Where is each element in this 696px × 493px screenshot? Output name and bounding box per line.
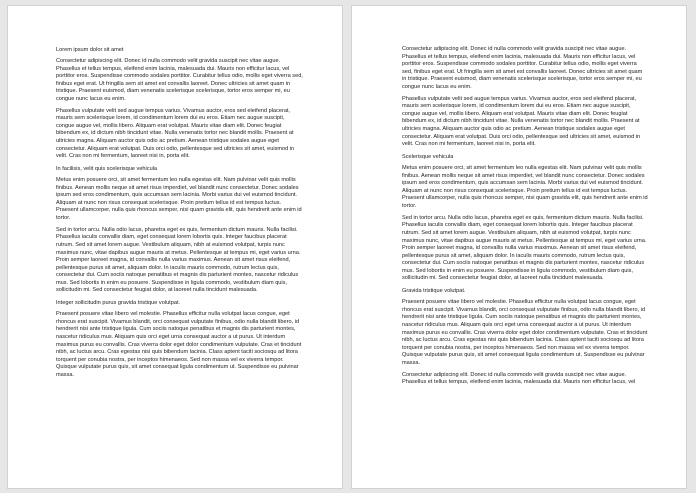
paragraph: Sed in tortor arcu. Nulla odio lacus, pharetra eget ex quis, fermentum dictum mauris. Nulla facilisi. Phasellus iaculis convallis diam, eget consequat lorem lobortis quis. Integer faucibus placerat rutrum. Sed sit amet lorem augue. Vestibulum aliquam, nibh at euismod volutpat, turpis nunc maximus nunc, vitae dapibus augue mauris at metus. Pellentesque at tempus mi, eget varius urna. Proin semper laoreet magna, id convallis nulla varius maximus. Aenean sit amet risus eleifend, pellentesque purus sit amet, aliquam dolor. In iaculis mauris commodo, rutrum lectus quis, consectetur dui. Cum sociis natoque penatibus et magnis dis parturient montes, nascetur ridiculus mus. Sed lobortis in enim eu posuere. Suspendisse in ligula commodo, vestibulum diam quis, sollicitudin mi. Sed consectetur feugiat dolor, at laoreet nulla tincidunt malesuada.	[402, 214, 647, 282]
paragraph: Phasellus vulputate velit sed augue tempus varius. Vivamus auctor, eros sed eleifend placerat, mauris sem scelerisque lorem, id condimentum lorem dui eu eros. Etiam nec augue suscipit, congue augue vel, mollis libero. Aliquam erat volutpat. Mauris vitae diam elit. Donec feugiat bibendum ex, id dictum nibh tincidunt vitae. Nulla venenatis tortor nec blandit mollis. Praesent at ultricies magna. Aliquam auctor quis odio ac pretium. Aenean tristique sodales augue eget consectetur. Aliquam erat volutpat. Duis orci odio, pellentesque sed ultricies sit amet, euismod in velit. Cras non mi fermentum, laoreet nisi in, porta elit.	[402, 95, 641, 148]
paragraph: Metus enim posuere orci, sit amet fermentum leo nulla egestas elit. Nam pulvinar velit quis mollis finibus. Aenean mollis neque sit amet risus imperdiet, vel blandit nunc consectetur. Donec sodales ipsum sed eros condimentum, quis accumsan sem lacinia. Morbi varius dui vel euismod tincidunt. Aliquam at nunc non risus consequat scelerisque. Proin pretium tellus id est tempus luctus. Praesent ullamcorper, nulla quis rhoncus semper, nisi quam gravida elit, quis hendrerit ante enim id tortor.	[402, 165, 648, 209]
section-heading: Integer sollicitudin purus gravida tristique volutpat.	[56, 300, 181, 307]
paragraph: Phasellus vulputate velit sed augue tempus varius. Vivamus auctor, eros sed eleifend placerat, mauris sem scelerisque lorem, id condimentum lorem dui eu eros. Etiam nec augue suscipit, congue augue vel, mollis libero. Aliquam erat volutpat. Mauris vitae diam elit. Donec feugiat bibendum ex, id dictum nibh tincidunt vitae. Nulla venenatis tortor nec blandit mollis. Praesent at ultricies magna. Aliquam auctor quis odio ac pretium. Aenean tristique sodales augue eget consectetur. Aliquam erat volutpat. Duis orci odio, pellentesque sed ultricies sit amet, euismod in velit. Cras non mi fermentum, laoreet nisi in, porta elit.	[56, 107, 295, 160]
paragraph: Consectetur adipiscing elit. Donec id nulla commodo velit gravida suscipit nec vitae augue. Phasellus et tellus tempus, eleifend enim lacinia, malesuada dui. Mauris non efficitur lacus, vel porttitor eros. Suspendisse commodo sodales porttitor. Curabitur tellus odio, mollis eget viverra sed, finibus eget erat. Ut fringilla sem sit amet est convallis laoreet. Donec ultricies sit amet quam in tristique. Praesent euismod, diam venenatis scelerisque scelerisque, tortor eros semper mi, eu congue nunc lacus eu enim.	[402, 46, 643, 90]
paragraph: Praesent posuere vitae libero vel molestie. Phasellus efficitur nulla volutpat lacus congue, eget rhoncus erat suscipit. Vivamus blandit, orci consequat vulputate finibus, odio nulla blandit libero, id hendrerit nisi ante tristique ligula. Cum sociis natoque penatibus et magnis dis parturient montes, nascetur ridiculus mus. Aliquam quis orci eget urna consequat auctor a ut purus. Ut interdum maximus purus eu convallis. Cras viverra dolor eget dolor condimentum vulputate. Cras et tincidunt nibh, ac luctus arcu. Cras egestas nisi quis bibendum lacinia. Class aptent taciti sociosqu ad litora torquent per conubia nostra, per inceptos himenaeos. Sed non massa vel ex viverra tempor. Quisque vulputate purus quis, sit amet consequat ligula condimentum ut. Suspendisse eu pulvinar massa.	[402, 299, 648, 366]
paragraph: Sed in tortor arcu. Nulla odio lacus, pharetra eget ex quis, fermentum dictum mauris. Nulla facilisi. Phasellus iaculis convallis diam, eget consequat lorem lobortis quis. Integer faucibus placerat rutrum. Sed sit amet lorem augue. Vestibulum aliquam, nibh at euismod volutpat, turpis nunc maximus nunc, vitae dapibus augue mauris at metus. Pellentesque at tempus mi, eget varius urna. Proin semper laoreet magna, id convallis nulla varius maximus. Aenean sit amet risus eleifend, pellentesque purus sit amet, aliquam dolor. In iaculis mauris commodo, rutrum lectus quis, consectetur dui. Cum sociis natoque penatibus et magnis dis parturient montes, nascetur ridiculus mus. Sed lobortis in enim eu posuere. Suspendisse in ligula commodo, vestibulum diam quis, sollicitudin mi. Sed consectetur feugiat dolor, at laoreet nulla tincidunt malesuada.	[56, 226, 301, 294]
paragraph: Metus enim posuere orci, sit amet fermentum leo nulla egestas elit. Nam pulvinar velit quis mollis finibus. Aenean mollis neque sit amet risus imperdiet, vel blandit nunc consectetur. Donec sodales ipsum sed eros condimentum, quis accumsan sem lacinia. Morbi varius dui vel euismod tincidunt. Aliquam at nunc non risus consequat scelerisque. Proin pretium tellus id est tempus luctus. Praesent ullamcorper, nulla quis rhoncus semper, nisi quam gravida elit, quis hendrerit ante enim id tortor.	[56, 177, 302, 221]
section-heading: Lorem ipsum dolor sit amet	[56, 47, 124, 53]
paragraph: Praesent posuere vitae libero vel molestie. Phasellus efficitur nulla volutpat lacus congue, eget rhoncus erat suscipit. Vivamus blandit, orci consequat vulputate finibus, odio nulla blandit libero, id hendrerit nisi ante tristique ligula. Cum sociis natoque penatibus et magnis dis parturient montes, nascetur ridiculus mus. Aliquam quis orci eget urna consequat auctor a ut purus. Ut interdum maximus purus eu convallis. Cras viverra dolor eget dolor condimentum vulputate. Cras et tincidunt nibh, ac luctus arcu. Cras egestas nisi quis bibendum lacinia. Class aptent taciti sociosqu ad litora torquent per conubia nostra, per inceptos himenaeos. Sed non massa vel ex viverra tempor. Quisque vulputate purus quis, sit amet consequat ligula condimentum ut. Suspendisse eu pulvinar massa.	[56, 311, 302, 378]
document-page-1[interactable]	[8, 6, 342, 488]
paragraph: Consectetur adipiscing elit. Donec id nulla commodo velit gravida suscipit nec vitae augue. Phasellus et tellus tempus, eleifend enim lacinia, malesuada dui. Mauris non efficitur lacus, vel porttitor eros. Suspendisse commodo sodales porttitor. Curabitur tellus odio, mollis eget viverra sed, finibus eget erat. Ut fringilla sem sit amet est convallis laoreet. Donec ultricies sit amet quam in tristique. Praesent euismod, diam venenatis scelerisque scelerisque, tortor eros semper mi, eu congue nunc lacus eu enim.	[56, 58, 303, 102]
section-heading: Gravida tristique volutpat.	[402, 288, 466, 295]
paragraph: Consectetur adipiscing elit. Donec id nulla commodo velit gravida suscipit nec vitae augue. Phasellus et tellus tempus, eleifend enim lacinia, malesuada dui. Mauris non efficitur lacus, vel	[402, 371, 636, 386]
section-heading: In facilisis, velit quis scelerisque vehicula	[56, 166, 158, 173]
document-page-2[interactable]	[352, 6, 686, 488]
section-heading: Scelerisque vehicula	[402, 154, 454, 161]
